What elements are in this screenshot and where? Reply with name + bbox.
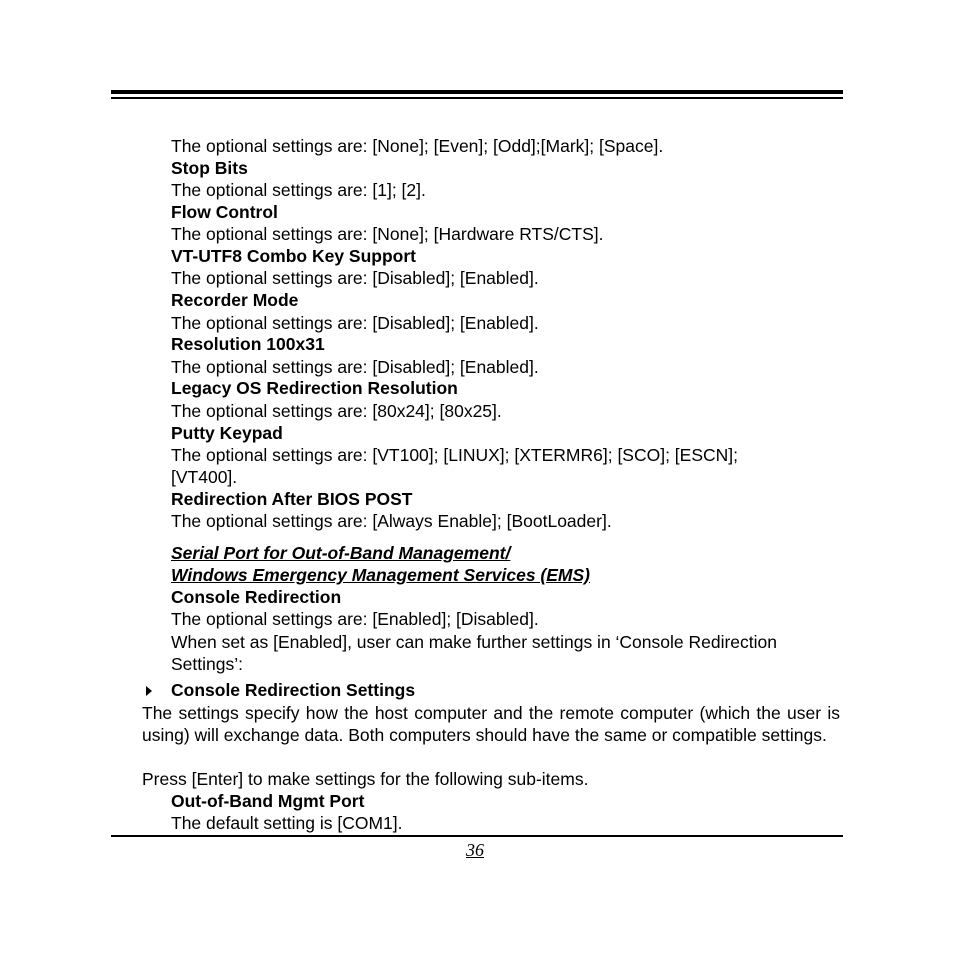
triangle-right-icon	[146, 686, 152, 696]
settings-description: The settings specify how the host computer and the remote computer (which the user is using) will exchange data. Both computers should have the same or compatible settings.	[142, 703, 840, 745]
option-text: The optional settings are: [Disabled]; [Enabled].	[171, 313, 539, 333]
option-text: The optional settings are: [1]; [2].	[171, 180, 426, 200]
setting-heading: Resolution 100x31	[171, 334, 325, 354]
option-text: The optional settings are: [Disabled]; [Enabled].	[171, 357, 539, 377]
option-text: The optional settings are: [VT100]; [LINUX]; [XTERMR6]; [SCO]; [ESCN];	[171, 445, 739, 465]
oob-default-text: The default setting is [COM1].	[171, 813, 403, 833]
option-text: The optional settings are: [Disabled]; [Enabled].	[171, 268, 539, 288]
option-text: The optional settings are: [80x24]; [80x25].	[171, 401, 502, 421]
header-rule-thin	[111, 97, 843, 99]
section-title-line1: Serial Port for Out-of-Band Management/	[171, 543, 511, 563]
setting-heading: VT-UTF8 Combo Key Support	[171, 246, 416, 266]
option-text: The optional settings are: [None]; [Hardware RTS/CTS].	[171, 224, 604, 244]
console-redirection-note: When set as [Enabled], user can make further settings in ‘Console Redirection Settings’:	[171, 632, 778, 674]
setting-heading: Putty Keypad	[171, 423, 283, 443]
press-enter-text: Press [Enter] to make settings for the following sub-items.	[142, 769, 589, 789]
option-text: [VT400].	[171, 467, 238, 487]
setting-heading: Stop Bits	[171, 158, 248, 178]
footer-rule	[111, 835, 843, 837]
console-redirection-settings-heading: Console Redirection Settings	[171, 680, 416, 700]
setting-heading: Redirection After BIOS POST	[171, 489, 413, 509]
header-rule-thick	[111, 90, 843, 94]
setting-heading: Legacy OS Redirection Resolution	[171, 378, 458, 398]
setting-heading: Recorder Mode	[171, 290, 299, 310]
console-redirection-heading: Console Redirection	[171, 587, 342, 607]
option-text: The optional settings are: [None]; [Even]; [Odd];[Mark]; [Space].	[171, 136, 664, 156]
page-number: 36	[466, 840, 484, 860]
option-text: The optional settings are: [Always Enable]; [BootLoader].	[171, 511, 612, 531]
section-title-line2: Windows Emergency Management Services (EMS)	[171, 565, 590, 585]
setting-heading: Flow Control	[171, 202, 278, 222]
oob-mgmt-port-heading: Out-of-Band Mgmt Port	[171, 791, 365, 811]
console-redirection-options: The optional settings are: [Enabled]; [Disabled].	[171, 609, 539, 629]
